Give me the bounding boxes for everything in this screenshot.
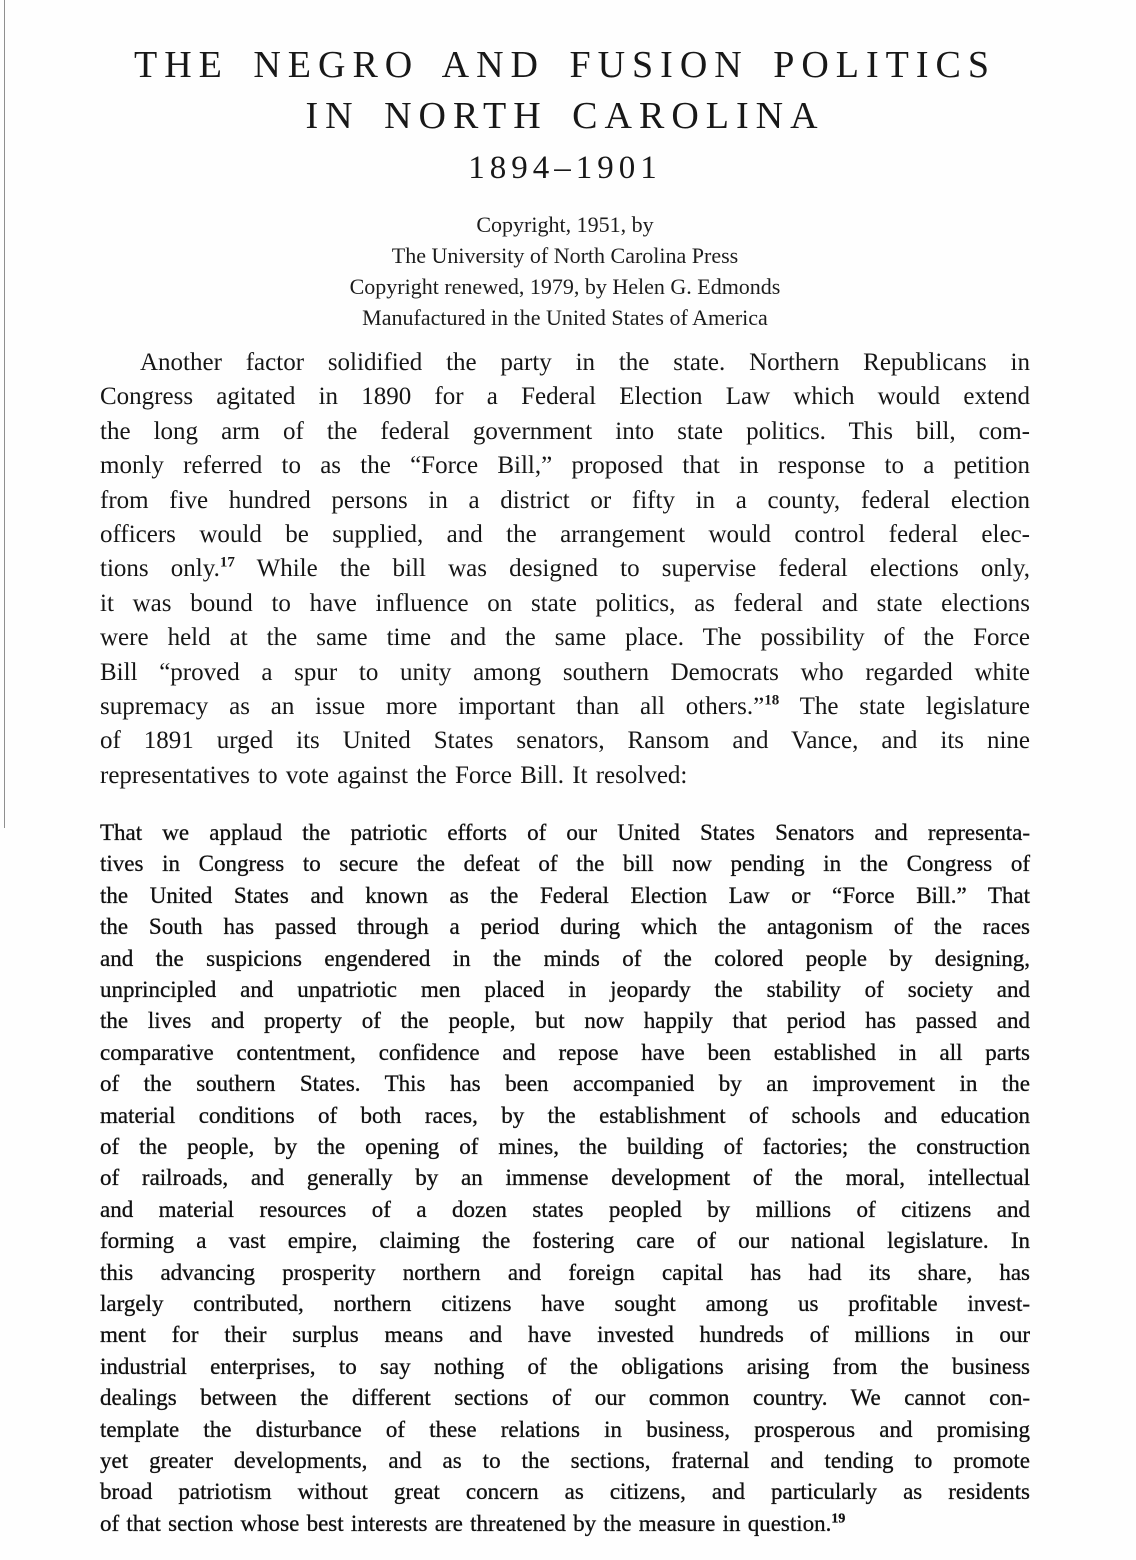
text-line: the South has passed through a period during which the antagonism of the races — [100, 914, 1030, 940]
copyright-block — [100, 209, 1030, 333]
body-paragraph — [100, 346, 1030, 793]
text-line: of 1891 urged its United States senators, Ransom and Vance, and its nine — [100, 727, 1030, 755]
text-line: industrial enterprises, to say nothing of the obligations arising from the business — [100, 1353, 1030, 1379]
text-line: unprincipled and unpatriotic men placed in jeopardy the stability of society and — [100, 977, 1030, 1003]
text-line — [100, 1508, 1030, 1539]
text-line: ment for their surplus means and have invested hundreds of millions in our — [100, 1322, 1030, 1348]
text-line: That we applaud the patriotic efforts of our United States Senators and representa- — [100, 820, 1030, 846]
text-line: Bill “proved a spur to unity among southern Democrats who regarded white — [100, 658, 1030, 686]
block-quote — [100, 817, 1030, 1539]
text-line: the long arm of the federal government into state politics. This bill, com- — [100, 417, 1030, 445]
text-line: yet greater developments, and as to the sections, fraternal and tending to promote — [100, 1447, 1030, 1473]
page-content — [100, 0, 1030, 1539]
text-line: dealings between the different sections of our common country. We cannot con- — [100, 1385, 1030, 1411]
text-line: monly referred to as the “Force Bill,” proposed that in response to a petition — [100, 452, 1030, 480]
text-line: of the southern States. This has been accompanied by an improvement in the — [100, 1071, 1030, 1097]
text-segment: While the bill was designed to supervise federal elections only, — [234, 555, 1031, 583]
text-line: broad patriotism without great concern as citizens, and particularly as residents — [100, 1479, 1030, 1505]
text-line — [100, 690, 1030, 724]
text-line: of the people, by the opening of mines, the building of factories; the construction — [100, 1133, 1030, 1159]
footnote-marker-18: 18 — [764, 692, 780, 709]
copyright-line: Manufactured in the United States of America — [362, 305, 768, 330]
text-segment: tions only. — [100, 555, 220, 583]
text-line: largely contributed, northern citizens have sought among us profitable invest- — [100, 1290, 1030, 1316]
footnote-marker-19: 19 — [831, 1510, 846, 1526]
text-line: Congress agitated in 1890 for a Federal Election Law which would extend — [100, 383, 1030, 411]
text-line — [100, 552, 1030, 586]
text-line: of railroads, and generally by an immense development of the moral, intellectual — [100, 1165, 1030, 1191]
text-segment: of that section whose best interests are threatened by the measure in question. — [100, 1510, 832, 1536]
footnote-marker-17: 17 — [219, 555, 235, 572]
text-line: officers would be supplied, and the arrangement would control federal elec- — [100, 520, 1030, 548]
text-line: were held at the same time and the same place. The possibility of the Force — [100, 624, 1030, 652]
text-line: the lives and property of the people, but now happily that period has passed and — [100, 1008, 1030, 1034]
text-line: this advancing prosperity northern and foreign capital has had its share, has — [100, 1259, 1030, 1285]
text-line: Another factor solidified the party in the state. Northern Republicans in — [140, 349, 1030, 376]
text-line: and the suspicions engendered in the minds of the colored people by designing, — [100, 945, 1030, 971]
text-line: from five hundred persons in a district or fifty in a county, federal election — [100, 486, 1030, 514]
copyright-line: Copyright renewed, 1979, by Helen G. Edmonds — [349, 274, 781, 299]
text-line: template the disturbance of these relations in business, prosperous and promising — [100, 1416, 1030, 1442]
copyright-line: The University of North Carolina Press — [391, 243, 739, 268]
text-line: tives in Congress to secure the defeat of the bill now pending in the Congress of — [100, 851, 1030, 877]
text-line: and material resources of a dozen states peopled by millions of citizens and — [100, 1196, 1030, 1222]
text-line: material conditions of both races, by the establishment of schools and education — [100, 1102, 1030, 1128]
copyright-line: Copyright, 1951, by — [476, 212, 654, 237]
book-title — [100, 40, 1030, 194]
title-line-2: IN NORTH CAROLINA — [305, 95, 825, 137]
scan-edge-artifact — [4, 0, 5, 828]
text-segment: supremacy as an issue more important than all others.” — [100, 692, 765, 720]
text-line: comparative contentment, confidence and repose have been established in all parts — [100, 1039, 1030, 1065]
text-segment: The state legislature — [779, 692, 1030, 720]
text-line: it was bound to have influence on state politics, as federal and state elections — [100, 589, 1030, 617]
title-line-1: THE NEGRO AND FUSION POLITICS — [133, 44, 997, 86]
text-line: forming a vast empire, claiming the fostering care of our national legislature. In — [100, 1228, 1030, 1254]
title-years: 1894–1901 — [468, 150, 662, 186]
text-line: the United States and known as the Federal Election Law or “Force Bill.” That — [100, 882, 1030, 908]
text-line: representatives to vote against the Force Bill. It resolved: — [100, 761, 688, 789]
